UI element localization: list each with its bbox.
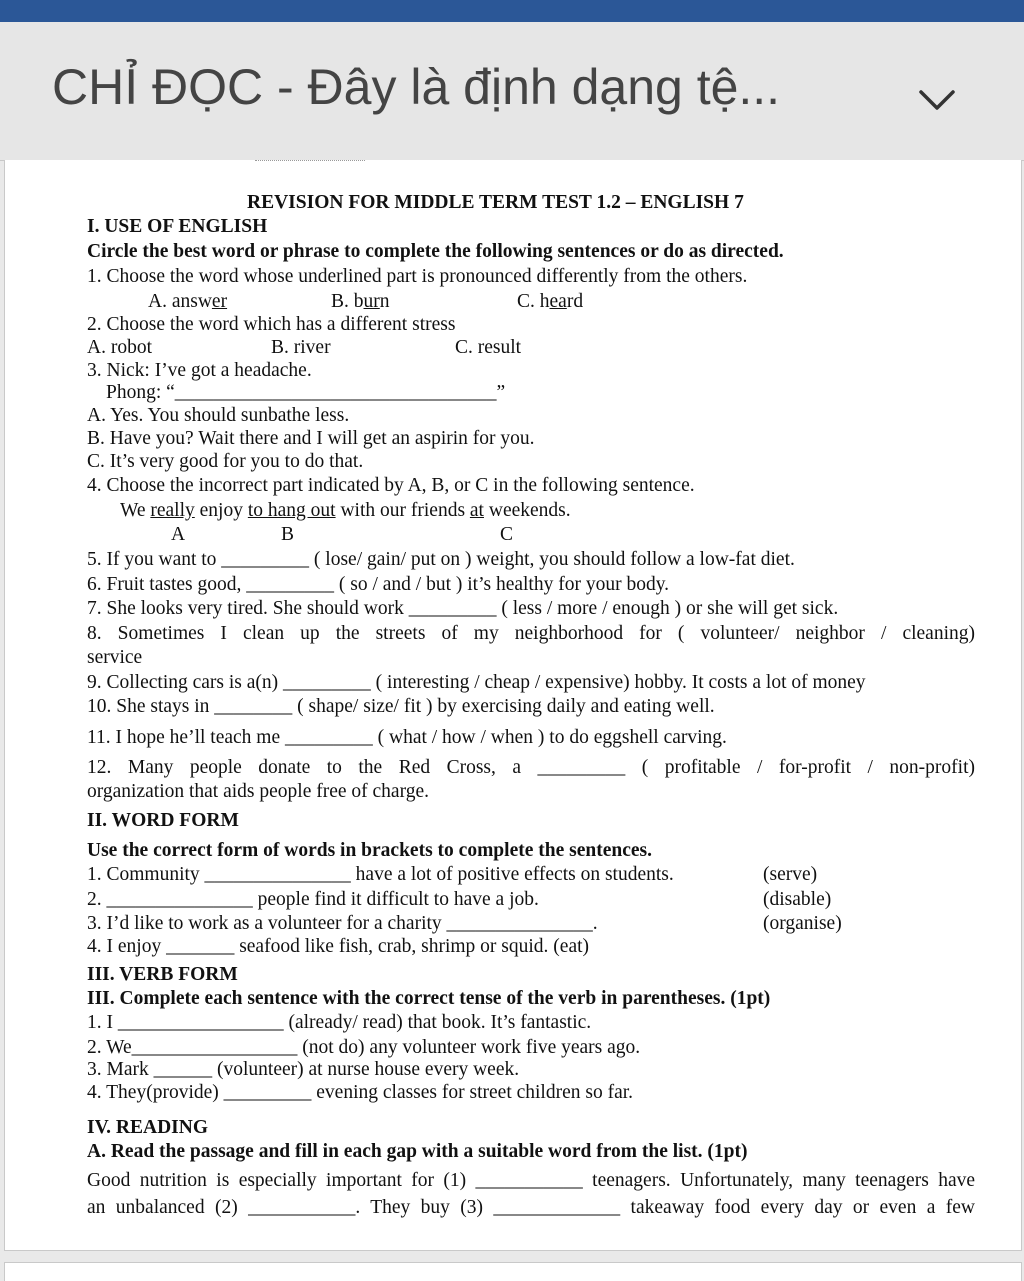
word-form-3: 3. I’d like to work as a volunteer for a charity _______________. xyxy=(87,913,598,934)
reading-passage-line-1: Good nutrition is especially important for (1) ___________ teenagers. Unfortunately, many teenagers have xyxy=(87,1170,975,1191)
q3-option-a: A. Yes. You should sunbathe less. xyxy=(87,405,350,426)
q2-option-c: C. result xyxy=(455,337,522,358)
question-1: 1. Choose the word whose underlined part is pronounced differently from the others. xyxy=(87,266,748,287)
question-7: 7. She looks very tired. She should work _________ ( less / more / enough ) or she will get sick. xyxy=(87,598,839,619)
verb-form-1: 1. I _________________ (already/ read) that book. It’s fantastic. xyxy=(87,1012,592,1033)
document-page xyxy=(4,160,1022,1251)
q4-label-b: B xyxy=(281,524,295,545)
question-9: 9. Collecting cars is a(n) _________ ( interesting / cheap / expensive) hobby. It costs a lot of money xyxy=(87,672,866,693)
verb-form-2: 2. We_________________ (not do) any volunteer work five years ago. xyxy=(87,1037,641,1058)
section-1-heading: I. USE OF ENGLISH xyxy=(87,216,268,237)
chevron-down-icon[interactable] xyxy=(918,84,956,114)
section-1-instruction: Circle the best word or phrase to complete the following sentences or do as directed. xyxy=(87,241,784,262)
q4-label-a: A xyxy=(171,524,186,545)
section-2-heading: II. WORD FORM xyxy=(87,810,239,831)
question-11: 11. I hope he’ll teach me _________ ( what / how / when ) to do eggshell carving. xyxy=(87,727,727,748)
word-form-3-word: (organise) xyxy=(763,913,842,934)
reading-passage-line-2: an unbalanced (2) ___________. They buy (3) _____________ takeaway food every day or even a few xyxy=(87,1197,975,1218)
section-4-heading: IV. READING xyxy=(87,1117,208,1138)
q3-option-b: B. Have you? Wait there and I will get an aspirin for you. xyxy=(87,428,535,449)
q2-option-a: A. robot xyxy=(87,337,152,358)
word-form-2: 2. _______________ people find it difficult to have a job. xyxy=(87,889,539,910)
q1-option-a: A. answer xyxy=(148,291,228,312)
question-3: 3. Nick: I’ve got a headache. xyxy=(87,360,312,381)
next-page-edge xyxy=(4,1262,1022,1281)
question-5: 5. If you want to _________ ( lose/ gain/ put on ) weight, you should follow a low-fat diet. xyxy=(87,549,795,570)
verb-form-3: 3. Mark ______ (volunteer) at nurse house every week. xyxy=(87,1059,520,1080)
question-8: 8. Sometimes I clean up the streets of my neighborhood for ( volunteer/ neighbor / cleaning) xyxy=(87,623,975,644)
section-4-instruction: A. Read the passage and fill in each gap with a suitable word from the list. (1pt) xyxy=(87,1141,748,1162)
word-form-2-word: (disable) xyxy=(763,889,832,910)
question-2: 2. Choose the word which has a different stress xyxy=(87,314,456,335)
question-12-cont: organization that aids people free of charge. xyxy=(87,781,430,802)
verb-form-4: 4. They(provide) _________ evening classes for street children so far. xyxy=(87,1082,634,1103)
doc-title: REVISION FOR MIDDLE TERM TEST 1.2 – ENGLISH 7 xyxy=(247,192,744,213)
word-form-1-word: (serve) xyxy=(763,864,818,885)
read-only-banner[interactable] xyxy=(0,22,1024,161)
question-8-cont: service xyxy=(87,647,143,668)
cut-off-text-fragment xyxy=(255,160,365,161)
question-12: 12. Many people donate to the Red Cross, a _________ ( profitable / for-profit / non-profit) xyxy=(87,757,975,778)
word-form-1: 1. Community _______________ have a lot of positive effects on students. xyxy=(87,864,674,885)
q4-sentence: We really enjoy to hang out with our friends at weekends. xyxy=(120,500,571,521)
q3-phong-line: Phong: “_________________________________” xyxy=(106,382,506,403)
question-10: 10. She stays in ________ ( shape/ size/ fit ) by exercising daily and eating well. xyxy=(87,696,715,717)
banner-title: CHỈ ĐỌC - Đây là định dạng tệ... xyxy=(52,59,781,115)
section-3-heading: III. VERB FORM xyxy=(87,964,238,985)
q1-option-b: B. burn xyxy=(331,291,390,312)
q2-option-b: B. river xyxy=(271,337,331,358)
section-2-instruction: Use the correct form of words in brackets to complete the sentences. xyxy=(87,840,652,861)
question-6: 6. Fruit tastes good, _________ ( so / and / but ) it’s healthy for your body. xyxy=(87,574,670,595)
question-4: 4. Choose the incorrect part indicated by A, B, or C in the following sentence. xyxy=(87,475,695,496)
word-form-4: 4. I enjoy _______ seafood like fish, crab, shrimp or squid. (eat) xyxy=(87,936,590,957)
q3-option-c: C. It’s very good for you to do that. xyxy=(87,451,364,472)
top-accent-bar xyxy=(0,0,1024,22)
q4-label-c: C xyxy=(500,524,514,545)
q1-option-c: C. heard xyxy=(517,291,584,312)
section-3-instruction: III. Complete each sentence with the correct tense of the verb in parentheses. (1pt) xyxy=(87,988,771,1009)
